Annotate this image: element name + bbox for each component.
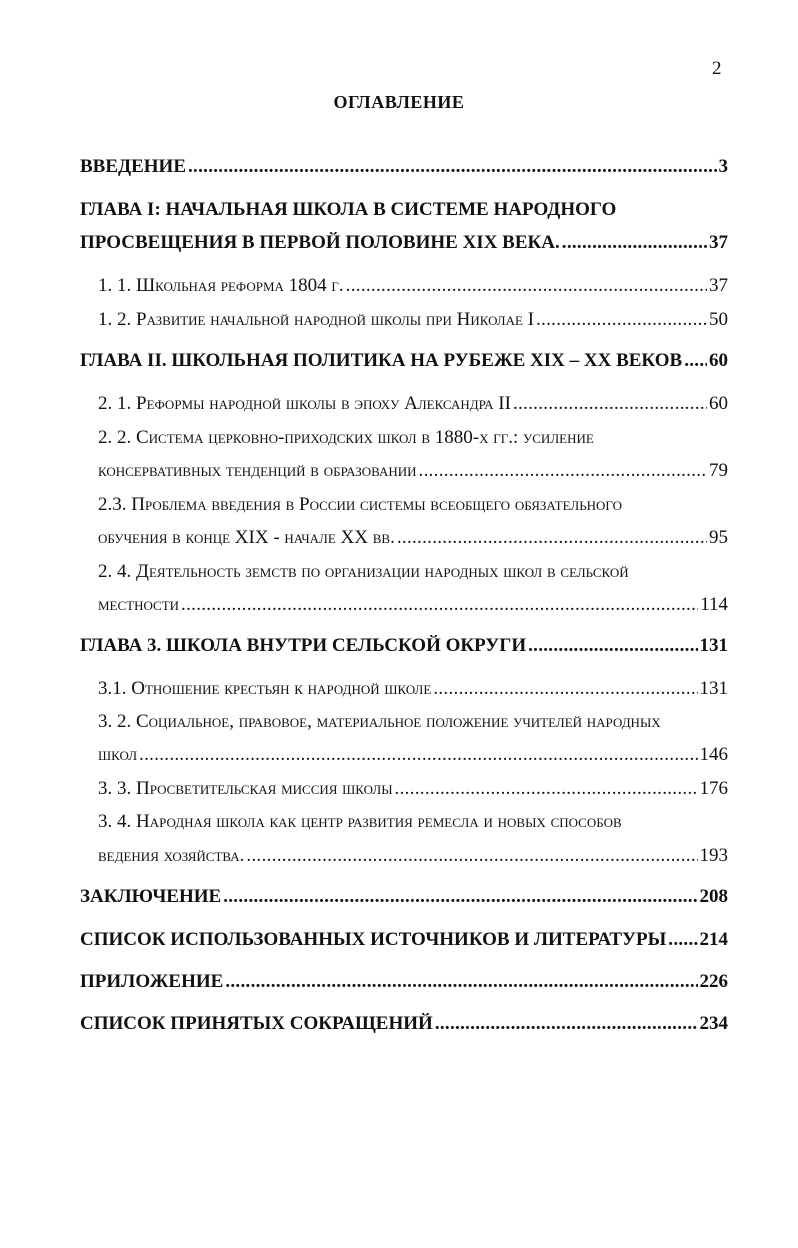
toc-page-number: 131 [699,635,728,656]
toc-entry-s2-4 [98,594,728,616]
toc-entry-s3-2-line1: 3. 2. Социальное, правовое, материальное положение учителей народных [98,711,661,732]
toc-page-number: 95 [709,527,728,548]
toc-page-number: 50 [709,309,728,330]
toc-page-number: 226 [699,971,728,992]
toc-page-number: 176 [699,778,728,799]
toc-entry-s3-1 [98,678,728,700]
page-number: 2 [712,58,722,79]
leader-dots [433,678,697,700]
toc-entry-s2-3-line1: 2.3. Проблема введения в России системы всеобщего обязательного [98,494,623,515]
toc-page-number: 234 [699,1013,728,1034]
toc-page-number: 193 [699,845,728,866]
toc-page-number: 60 [709,393,728,414]
toc-page-number: 79 [709,460,728,481]
toc-page-number: 131 [699,678,728,699]
toc-entry-label: ГЛАВА 3. ШКОЛА ВНУТРИ СЕЛЬСКОЙ ОКРУГИ [80,635,527,656]
toc-page-number: 146 [699,744,728,765]
toc-entry-label: местности [98,594,180,615]
toc-entry-label: консервативных тенденций в образовании [98,460,417,481]
toc-entry-ch1 [80,232,728,254]
toc-page-number: 37 [709,232,728,253]
toc-entry-ch3 [80,635,728,657]
toc-entry-label: ведения хозяйства. [98,845,245,866]
leader-dots [181,594,698,616]
toc-page-number: 114 [700,594,728,615]
toc-entry-s2-4-line1: 2. 4. Деятельность земств по организации народных школ в сельской [98,561,629,582]
toc-page-number: 214 [699,929,728,950]
toc-entry-appendix [80,971,728,993]
toc-entry-label: 2. 1. Реформы народной школы в эпоху Александра II [98,393,511,414]
toc-entry-label: 1. 1. Школьная реформа 1804 г. [98,275,344,296]
toc-entry-abbrev [80,1013,728,1035]
toc-entry-label: СПИСОК ПРИНЯТЫХ СОКРАЩЕНИЙ [80,1013,433,1034]
toc-entry-s1-2 [98,309,728,331]
toc-entry-sources [80,929,728,951]
leader-dots [435,1013,698,1035]
leader-dots [395,778,698,800]
toc-entry-intro [80,156,728,178]
leader-dots [419,460,707,482]
toc-entry-s2-3 [98,527,728,549]
toc-entry-label: ПРОСВЕЩЕНИЯ В ПЕРВОЙ ПОЛОВИНЕ XIX ВЕКА. [80,232,560,253]
toc-page-number: 3 [718,156,728,177]
leader-dots [668,929,697,951]
leader-dots [397,527,707,549]
leader-dots [513,393,707,415]
leader-dots [225,971,697,993]
toc-entry-label: 3. 3. Просветительская миссия школы [98,778,393,799]
toc-entry-s2-2 [98,460,728,482]
toc-entry-ch1-line1: ГЛАВА I: НАЧАЛЬНАЯ ШКОЛА В СИСТЕМЕ НАРОДНОГО [80,199,617,220]
toc-page-number: 37 [709,275,728,296]
toc-entry-label: обучения в конце XIX - начале XX вв. [98,527,395,548]
toc-entry-label: СПИСОК ИСПОЛЬЗОВАННЫХ ИСТОЧНИКОВ И ЛИТЕРАТУРЫ [80,929,667,950]
toc-entry-ch2 [80,350,728,372]
toc-entry-s3-4 [98,845,728,867]
leader-dots [139,744,697,766]
toc-entry-s3-2 [98,744,728,766]
toc-entry-conclusion [80,886,728,908]
leader-dots [223,886,697,908]
toc-page-number: 60 [709,350,728,371]
toc-entry-label: 3.1. Отношение крестьян к народной школе [98,678,432,699]
toc-entry-label: 1. 2. Развитие начальной народной школы при Николае I [98,309,535,330]
leader-dots [536,309,707,331]
toc-entry-s2-1 [98,393,728,415]
leader-dots [188,156,717,178]
leader-dots [684,350,707,372]
toc-entry-s1-1 [98,275,728,297]
leader-dots [562,232,707,254]
toc-entry-label: ГЛАВА II. ШКОЛЬНАЯ ПОЛИТИКА НА РУБЕЖЕ XIX – XX ВЕКОВ [80,350,683,371]
toc-title: ОГЛАВЛЕНИЕ [333,92,465,112]
toc-entry-label: ПРИЛОЖЕНИЕ [80,971,224,992]
toc-entry-label: ВВЕДЕНИЕ [80,156,186,177]
leader-dots [246,845,697,867]
toc-entry-s2-2-line1: 2. 2. Система церковно-приходских школ в 1880-х гг.: усиление [98,427,594,448]
toc-entry-s3-3 [98,778,728,800]
toc-entry-s3-4-line1: 3. 4. Народная школа как центр развития ремесла и новых способов [98,811,622,832]
toc-entry-label: школ [98,744,138,765]
toc-entry-label: ЗАКЛЮЧЕНИЕ [80,886,222,907]
leader-dots [346,275,707,297]
toc-page-number: 208 [699,886,728,907]
leader-dots [528,635,697,657]
